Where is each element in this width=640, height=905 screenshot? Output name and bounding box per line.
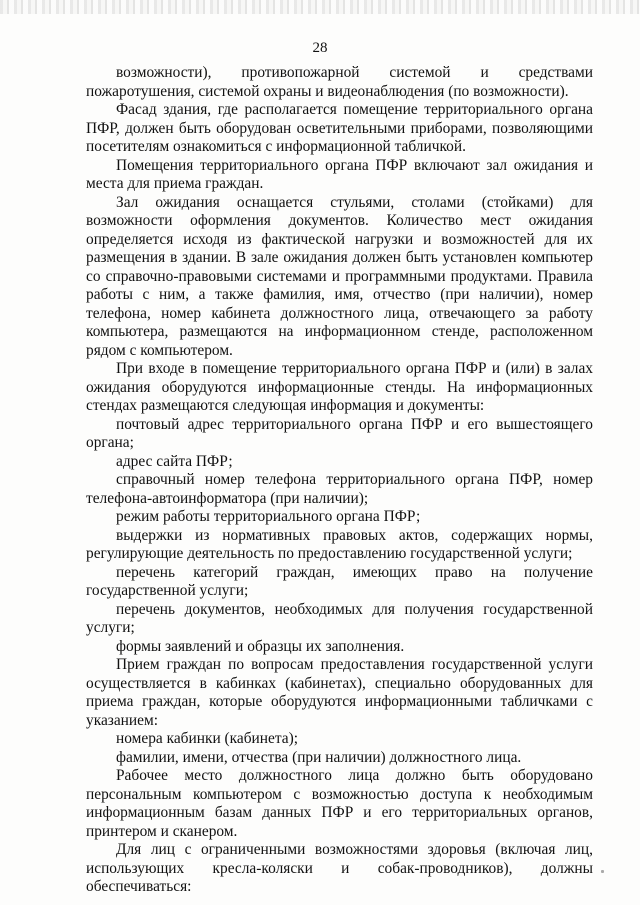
list-item: адрес сайта ПФР; (116, 452, 233, 470)
paragraph: Зал ожидания оснащается стульями, столами (стойками) для возможности оформления документов. Количество мест ожидания определяется исходя из фактической нагрузки и возможностей для их размещения в здании. В зале ожидания должен быть установлен компьютер со справочно-правовыми системами и программными продуктами. Правила работы с ним, а также фамилия, имя, отчество (при наличии), номер телефона, номер кабинета должностного лица, отвечающего за работу компьютера, размещаются на информационном стенде, расположенном рядом с компьютером. (86, 193, 593, 359)
list-item: выдержки из нормативных правовых актов, содержащих нормы, регулирующие деятельность по предоставлению государственной услуги; (86, 526, 593, 562)
paragraph: возможности), противопожарной системой и средствами пожаротушения, системой охраны и видеонаблюдения (по возможности). (86, 64, 593, 100)
list-item: справочный номер телефона территориального органа ПФР, номер телефона-автоинформатора (при наличии); (86, 471, 593, 507)
list-item: перечень документов, необходимых для получения государственной услуги; (86, 600, 593, 636)
list-item: номера кабинки (кабинета); (116, 730, 299, 747)
page-number: 28 (312, 40, 328, 56)
paragraph: Фасад здания, где располагается помещение территориального органа ПФР, должен быть оборудован осветительными приборами, позволяющими посетителям ознакомиться с информационной табличкой. (86, 101, 593, 155)
paragraph: Прием граждан по вопросам предоставления государственной услуги осуществляется в кабинках (кабинетах), специально оборудованных для приема граждан, которые оборудуются информационными табличками с указанием: (86, 656, 593, 729)
list-item: формы заявлений и образцы их заполнения. (116, 637, 405, 655)
paragraph: При входе в помещение территориального органа ПФР и (или) в залах ожидания оборудуются информационные стенды. На информационных стендах размещаются следующая информация и документы: (86, 360, 593, 414)
scan-speck (601, 870, 604, 873)
list-item: фамилии, имени, отчества (при наличии) должностного лица. (116, 748, 522, 766)
paragraph: Помещения территориального органа ПФР включают зал ожидания и места для приема граждан. (86, 156, 593, 192)
list-item: почтовый адрес территориального органа ПФР и его вышестоящего органа; (86, 415, 593, 451)
scan-top-edge (0, 0, 640, 14)
paragraph: Рабочее место должностного лица должно быть оборудовано персональным компьютером с возможностью доступа к необходимым информационным базам данных ПФР и его территориальных органов, принтером и сканером. (86, 767, 593, 840)
paragraph: Для лиц с ограниченными возможностями здоровья (включая лиц, использующих кресла-коляски и собак-проводников), должны обеспечиваться: (86, 841, 593, 895)
list-item: перечень категорий граждан, имеющих право на получение государственной услуги; (86, 563, 593, 599)
document-body (86, 64, 593, 897)
list-item: режим работы территориального органа ПФР; (116, 508, 421, 525)
